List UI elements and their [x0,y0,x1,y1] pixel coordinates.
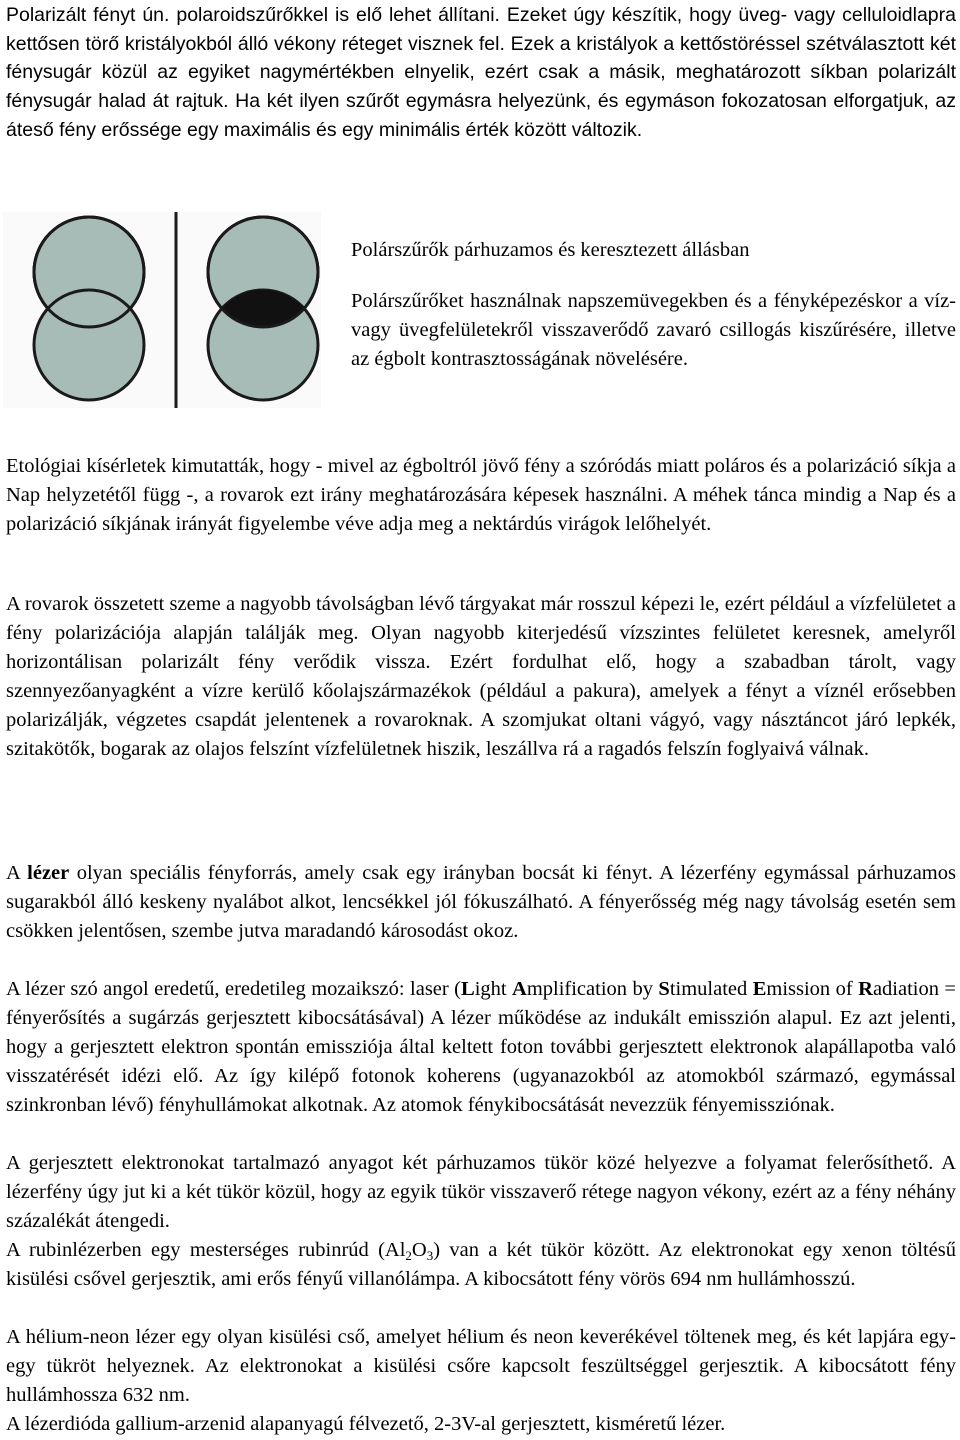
insects-paragraph: A rovarok összetett szeme a nagyobb távolságban lévő tárgyakat már rosszul képezi le, ezért például a vízfelületet a fény polarizációja alapján találják meg. Olyan nagyobb kiterjedésű vízszintes felületet keresnek, amelyről horizontálisan polarizált fény verődik vissza. Ezért fordulhat elő, hogy a szabadban tárolt, vagy szennyezőanyagként a vízre kerülő kőolajszármazékok (például a pakura), amelyek a fényt a víznél erősebben polarizálják, végzetes csapdát jelentenek a rovaroknak. A szomjukat oltani vágyó, vagy násztáncot járó lepkék, szitakötők, bogarak az olajos felszínt vízfelületnek hiszik, leszállva rá a ragadós felszín foglyaivá válnak. [6,593,956,760]
acronym-word-4: mission of [766,978,859,1000]
ruby-laser-paragraph [6,1236,956,1294]
acronym-rest: adiation = fényerősítés a sugárzás gerjesztett kibocsátásával) A lézer működése az indukált emisszión alapul. Ez azt jelenti, hogy a gerjesztett elektron spontán emissziója által keltett foton további gerjesztett elektronok alapállapotba való visszatérését idézi elő. Az így kilépő fotonok koherens (ugyanazokból az atomokból származó, egymással szinkronban lévő) fényhullámokat alkotnak. Az atomok fénykibocsátását nevezzük fényemissziónak. [6,978,956,1116]
laser-mirror-paragraph: A gerjesztett elektronokat tartalmazó anyagot két párhuzamos tükör közé helyezve a folyamat felerősíthető. A lézerfény úgy jut ki a két tükör közül, hogy az egyik tükör visszaverő rétege nagyon vékony, ezért az a fény néhány százalékát átengedi. [6,1152,956,1232]
ruby-rest: ) van a két tükör között. Az elektronokat egy xenon töltésű kisülési csővel gerjesztik, ami erős fényű villanólámpa. A kibocsátott fény vörös 694 nm hullámhosszú. [6,1239,956,1290]
ruby-start: A rubinlézerben egy mesterséges rubinrúd (Al [6,1239,406,1261]
subscript-2: 2 [405,1248,412,1263]
acronym-letter-r: R [858,978,873,1000]
laser-p1-rest: olyan speciális fényforrás, amely csak egy irányban bocsát ki fényt. A lézerfény egymással párhuzamos sugarakból álló keskeny nyalábot alkot, lencsékkel jól fókuszálható. A fényerősség még nagy távolság esetén sem csökken jelentősen, szembe jutva maradandó károsodást okoz. [6,862,956,942]
acronym-letter-a: A [512,978,527,1000]
acronym-word-2: mplification by [526,978,659,1000]
acronym-letter-e: E [752,978,767,1000]
polarizer-illustration [3,212,321,408]
acronym-word-3: timulated [669,978,753,1000]
acronym-word-1: ight [474,978,513,1000]
parallel-filter-bottom [34,290,144,400]
intro-paragraph: Polarizált fényt ún. polaroidszűrőkkel is elő lehet állítani. Ezeket úgy készítik, hogy üveg- vagy celluloidlapra kettősen törő kristályokból álló vékony réteget visznek fel. Ezek a kristályok a kettőstöréssel szétválasztott két fénysugár közül az egyiket nagymértékben elnyelik, ezért csak a másik, meghatározott síkban polarizált fénysugár halad át rajtuk. Ha két ilyen szűrőt egymásra helyezünk, és egymáson fokozatosan elforgatjuk, az áteső fény erőssége egy maximális és egy minimális érték között változik. [6,4,956,141]
polarizer-figure [3,212,321,408]
subscript-3: 3 [426,1248,434,1263]
acronym-letter-l: L [461,978,475,1000]
laser-intro-paragraph [6,859,956,946]
laser-diode-paragraph: A lézerdióda gallium-arzenid alapanyagú félvezető, 2-3V-al gerjesztett, kisméretű lézer. [6,1413,726,1435]
oxygen-symbol: O [411,1239,427,1261]
polarizer-usage-paragraph: Polárszűrőket használnak napszemüvegekben és a fényképezéskor a víz- vagy üvegfelületekről visszaverődő zavaró csillogás kiszűrésére, illetve az égbolt kontrasztosságának növelésére. [351,290,956,370]
acronym-letter-s: S [658,978,670,1000]
laser-term: lézer [27,862,70,884]
acronym-intro: A lézer szó angol eredetű, eredetileg mozaikszó: laser ( [6,978,461,1000]
laser-p1-start: A [6,862,28,884]
etology-paragraph: Etológiai kísérletek kimutatták, hogy - mivel az égboltról jövő fény a szóródás miatt poláros és a polarizáció síkja a Nap helyzetétől függ -, a rovarok ezt irány meghatározására képesek használni. A méhek tánca mindig a Nap és a polarizáció síkjának irányát figyelembe véve adja meg a nektárdús virágok lelőhelyét. [6,455,956,535]
helium-neon-paragraph: A hélium-neon lézer egy olyan kisülési cső, amelyet hélium és neon keverékével töltenek meg, és két lapjára egy-egy tükröt helyeznek. Az elektronokat a kisülési csőre kapcsolt feszültséggel gerjesztik. A kibocsátott fény hullámhossza 632 nm. [6,1326,956,1406]
figure-caption: Polárszűrők párhuzamos és keresztezett állásban [351,239,750,261]
laser-acronym-paragraph [6,975,956,1120]
